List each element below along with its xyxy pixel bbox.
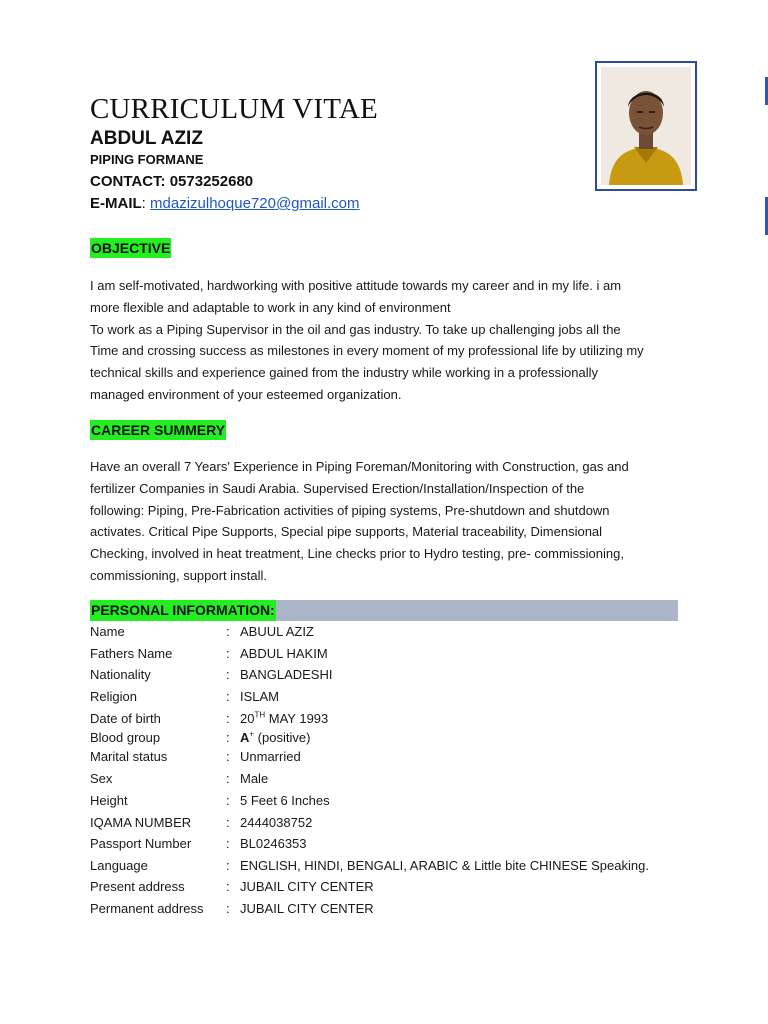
blood-note: (positive)	[254, 730, 311, 745]
dob-suffix: TH	[254, 710, 266, 720]
objective-line: technical skills and experience gained from the industry while working in a professionally	[90, 365, 598, 381]
email-line	[90, 194, 360, 213]
personal-info-heading: PERSONAL INFORMATION:	[90, 600, 276, 621]
info-label: Blood group	[90, 730, 161, 745]
info-label: Religion	[90, 689, 137, 704]
info-value	[240, 710, 328, 728]
email-separator: :	[141, 195, 146, 212]
dob-day: 20	[240, 711, 255, 726]
info-colon: :	[226, 667, 230, 682]
info-label: Marital status	[90, 749, 168, 764]
info-colon: :	[226, 749, 230, 764]
info-label: Present address	[90, 879, 185, 894]
info-colon: :	[226, 858, 230, 873]
objective-line: To work as a Piping Supervisor in the oil and gas industry. To take up challenging jobs all the	[90, 321, 621, 337]
candidate-name: ABDUL AZIZ	[90, 128, 203, 149]
info-value: Unmarried	[240, 749, 301, 764]
career-line: Have an overall 7 Years' Experience in Piping Foreman/Monitoring with Construction, gas and	[90, 459, 629, 474]
info-value: 2444038752	[240, 815, 313, 830]
objective-line: Time and crossing success as milestones in every moment of my professional life by utilizing my	[90, 343, 644, 359]
objective-line: managed environment of your esteemed organization.	[90, 386, 402, 402]
info-label: Height	[90, 793, 128, 808]
contact-label: CONTACT:	[90, 173, 166, 190]
profile-photo	[595, 61, 697, 191]
info-colon: :	[226, 815, 230, 830]
career-line: Checking, involved in heat treatment, Line checks prior to Hydro testing, pre- commissioning,	[90, 546, 624, 562]
info-colon: :	[226, 879, 230, 894]
objective-heading: OBJECTIVE	[91, 240, 171, 256]
contact-number: 0573252680	[169, 173, 254, 190]
email-link[interactable]: mdazizulhoque720@gmail.com	[150, 195, 360, 212]
info-value: JUBAIL CITY CENTER	[240, 879, 374, 894]
info-colon: :	[226, 646, 230, 661]
info-label: Fathers Name	[90, 646, 173, 661]
career-line: commissioning, support install.	[90, 567, 268, 583]
career-line: activates. Critical Pipe Supports, Special pipe supports, Material traceability, Dimensional	[90, 524, 603, 540]
blood-rh: +	[249, 729, 255, 739]
info-label: Permanent address	[90, 901, 204, 916]
blood-type: A	[240, 730, 250, 745]
info-colon: :	[226, 730, 230, 745]
career-line: fertilizer Companies in Saudi Arabia. Supervised Erection/Installation/Inspection of the	[90, 480, 585, 496]
info-value: ABUUL AZIZ	[240, 624, 314, 639]
info-colon: :	[226, 624, 230, 639]
career-line: following: Piping, Pre-Fabrication activities of piping systems, Pre-shutdown and shutdown	[90, 502, 610, 518]
job-title: PIPING FORMANE	[90, 152, 204, 167]
objective-line: more flexible and adaptable to work in any kind of environment	[90, 299, 451, 315]
info-colon: :	[226, 901, 230, 916]
info-colon: :	[226, 836, 230, 851]
objective-line: I am self-motivated, hardworking with positive attitude towards my career and in my life. i am	[90, 278, 622, 293]
info-label: Language	[90, 858, 148, 873]
dob-rest: MAY 1993	[265, 711, 329, 726]
career-summary-text	[90, 456, 680, 587]
info-colon: :	[226, 793, 230, 808]
info-colon: :	[226, 711, 230, 726]
info-colon: :	[226, 689, 230, 704]
info-value: BL0246353	[240, 836, 307, 851]
info-value: ISLAM	[240, 689, 280, 704]
info-value: ENGLISH, HINDI, BENGALI, ARABIC & Little bite CHINESE Speaking.	[240, 858, 649, 873]
profile-photo-image	[601, 67, 691, 185]
info-label: Name	[90, 624, 125, 639]
info-label: Nationality	[90, 667, 151, 682]
info-value: Male	[240, 771, 269, 786]
email-label: E-MAIL	[90, 195, 142, 212]
info-colon: :	[226, 771, 230, 786]
career-summary-heading: CAREER SUMMERY	[91, 422, 226, 438]
info-label: IQAMA NUMBER	[90, 815, 192, 830]
info-value: BANGLADESHI	[240, 667, 333, 682]
info-value: JUBAIL CITY CENTER	[240, 901, 374, 916]
page-title: CURRICULUM VITAE	[90, 93, 378, 125]
objective-text	[90, 275, 680, 406]
info-label: Passport Number	[90, 836, 192, 851]
info-label: Date of birth	[90, 711, 161, 726]
contact-line	[90, 172, 253, 191]
info-label: Sex	[90, 771, 113, 786]
info-value: ABDUL HAKIM	[240, 646, 328, 661]
info-value: 5 Feet 6 Inches	[240, 793, 330, 808]
info-value	[240, 729, 310, 747]
